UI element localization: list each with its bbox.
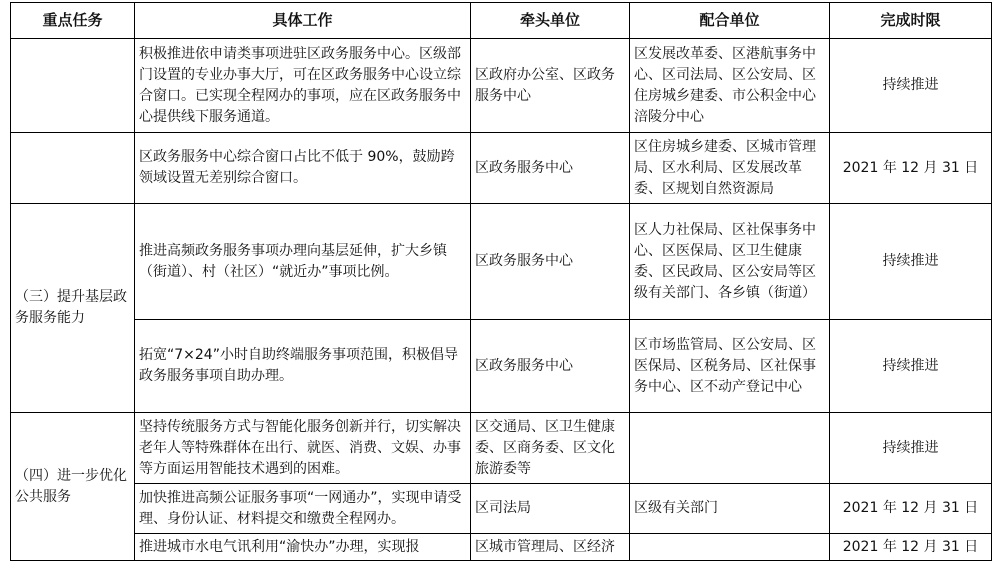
- header-work: 具体工作: [135, 3, 471, 39]
- work-cell: 推进高频政务服务事项办理向基层延伸，扩大乡镇（街道）、村（社区）“就近办”事项比例。: [135, 204, 471, 320]
- deadline-cell: 持续推进: [830, 413, 992, 484]
- table-header-row: [11, 3, 992, 39]
- lead-cell: 区政府办公室、区政务服务中心: [471, 39, 630, 133]
- header-task: 重点任务: [11, 3, 135, 39]
- task-table: [10, 2, 992, 561]
- deadline-cell: 2021 年 12 月 31 日: [830, 534, 992, 561]
- partner-cell: 区市场监管局、区公安局、区医保局、区税务局、区社保事务中心、区不动产登记中心: [630, 320, 830, 413]
- work-cell: 拓宽“7×24”小时自助终端服务事项范围，积极倡导政务服务事项自助办理。: [135, 320, 471, 413]
- deadline-cell: 2021 年 12 月 31 日: [830, 133, 992, 204]
- lead-cell: 区交通局、区卫生健康委、区商务委、区文化旅游委等: [471, 413, 630, 484]
- deadline-cell: 持续推进: [830, 320, 992, 413]
- lead-cell: 区城市管理局、区经济: [471, 534, 630, 561]
- partner-cell: [630, 413, 830, 484]
- table-row: [11, 320, 992, 413]
- partner-cell: 区人力社保局、区社保事务中心、区医保局、区卫生健康委、区民政局、区公安局等区级有关部门、各乡镇（街道）: [630, 204, 830, 320]
- table-row: [11, 39, 992, 133]
- table-row: [11, 133, 992, 204]
- partner-cell: 区住房城乡建委、区城市管理局、区水利局、区发展改革委、区规划自然资源局: [630, 133, 830, 204]
- partner-cell: 区级有关部门: [630, 484, 830, 534]
- header-deadline: 完成时限: [830, 3, 992, 39]
- table-row: [11, 413, 992, 484]
- table-row: [11, 534, 992, 561]
- task-cell: （四）进一步优化公共服务: [11, 413, 135, 561]
- task-cell: （三）提升基层政务服务能力: [11, 204, 135, 413]
- work-cell: 积极推进依申请类事项进驻区政务服务中心。区级部门设置的专业办事大厅，可在区政务服务中心设立综合窗口。已实现全程网办的事项，应在区政务服务中心提供线下服务通道。: [135, 39, 471, 133]
- lead-cell: 区政务服务中心: [471, 204, 630, 320]
- task-cell: [11, 133, 135, 204]
- deadline-cell: 2021 年 12 月 31 日: [830, 484, 992, 534]
- deadline-cell: 持续推进: [830, 39, 992, 133]
- work-cell: 区政务服务中心综合窗口占比不低于 90%，鼓励跨领域设置无差别综合窗口。: [135, 133, 471, 204]
- lead-cell: 区政务服务中心: [471, 133, 630, 204]
- partner-cell: 区发展改革委、区港航事务中心、区司法局、区公安局、区住房城乡建委、市公积金中心涪陵分中心: [630, 39, 830, 133]
- lead-cell: 区政务服务中心: [471, 320, 630, 413]
- partner-cell: [630, 534, 830, 561]
- deadline-cell: 持续推进: [830, 204, 992, 320]
- task-cell: [11, 39, 135, 133]
- table-row: [11, 484, 992, 534]
- header-lead: 牵头单位: [471, 3, 630, 39]
- work-cell: 推进城市水电气讯利用“渝快办”办理，实现报: [135, 534, 471, 561]
- work-cell: 坚持传统服务方式与智能化服务创新并行，切实解决老年人等特殊群体在出行、就医、消费、文娱、办事等方面运用智能技术遇到的困难。: [135, 413, 471, 484]
- lead-cell: 区司法局: [471, 484, 630, 534]
- work-cell: 加快推进高频公证服务事项“一网通办”，实现申请受理、身份认证、材料提交和缴费全程网办。: [135, 484, 471, 534]
- table-row: [11, 204, 992, 320]
- header-partner: 配合单位: [630, 3, 830, 39]
